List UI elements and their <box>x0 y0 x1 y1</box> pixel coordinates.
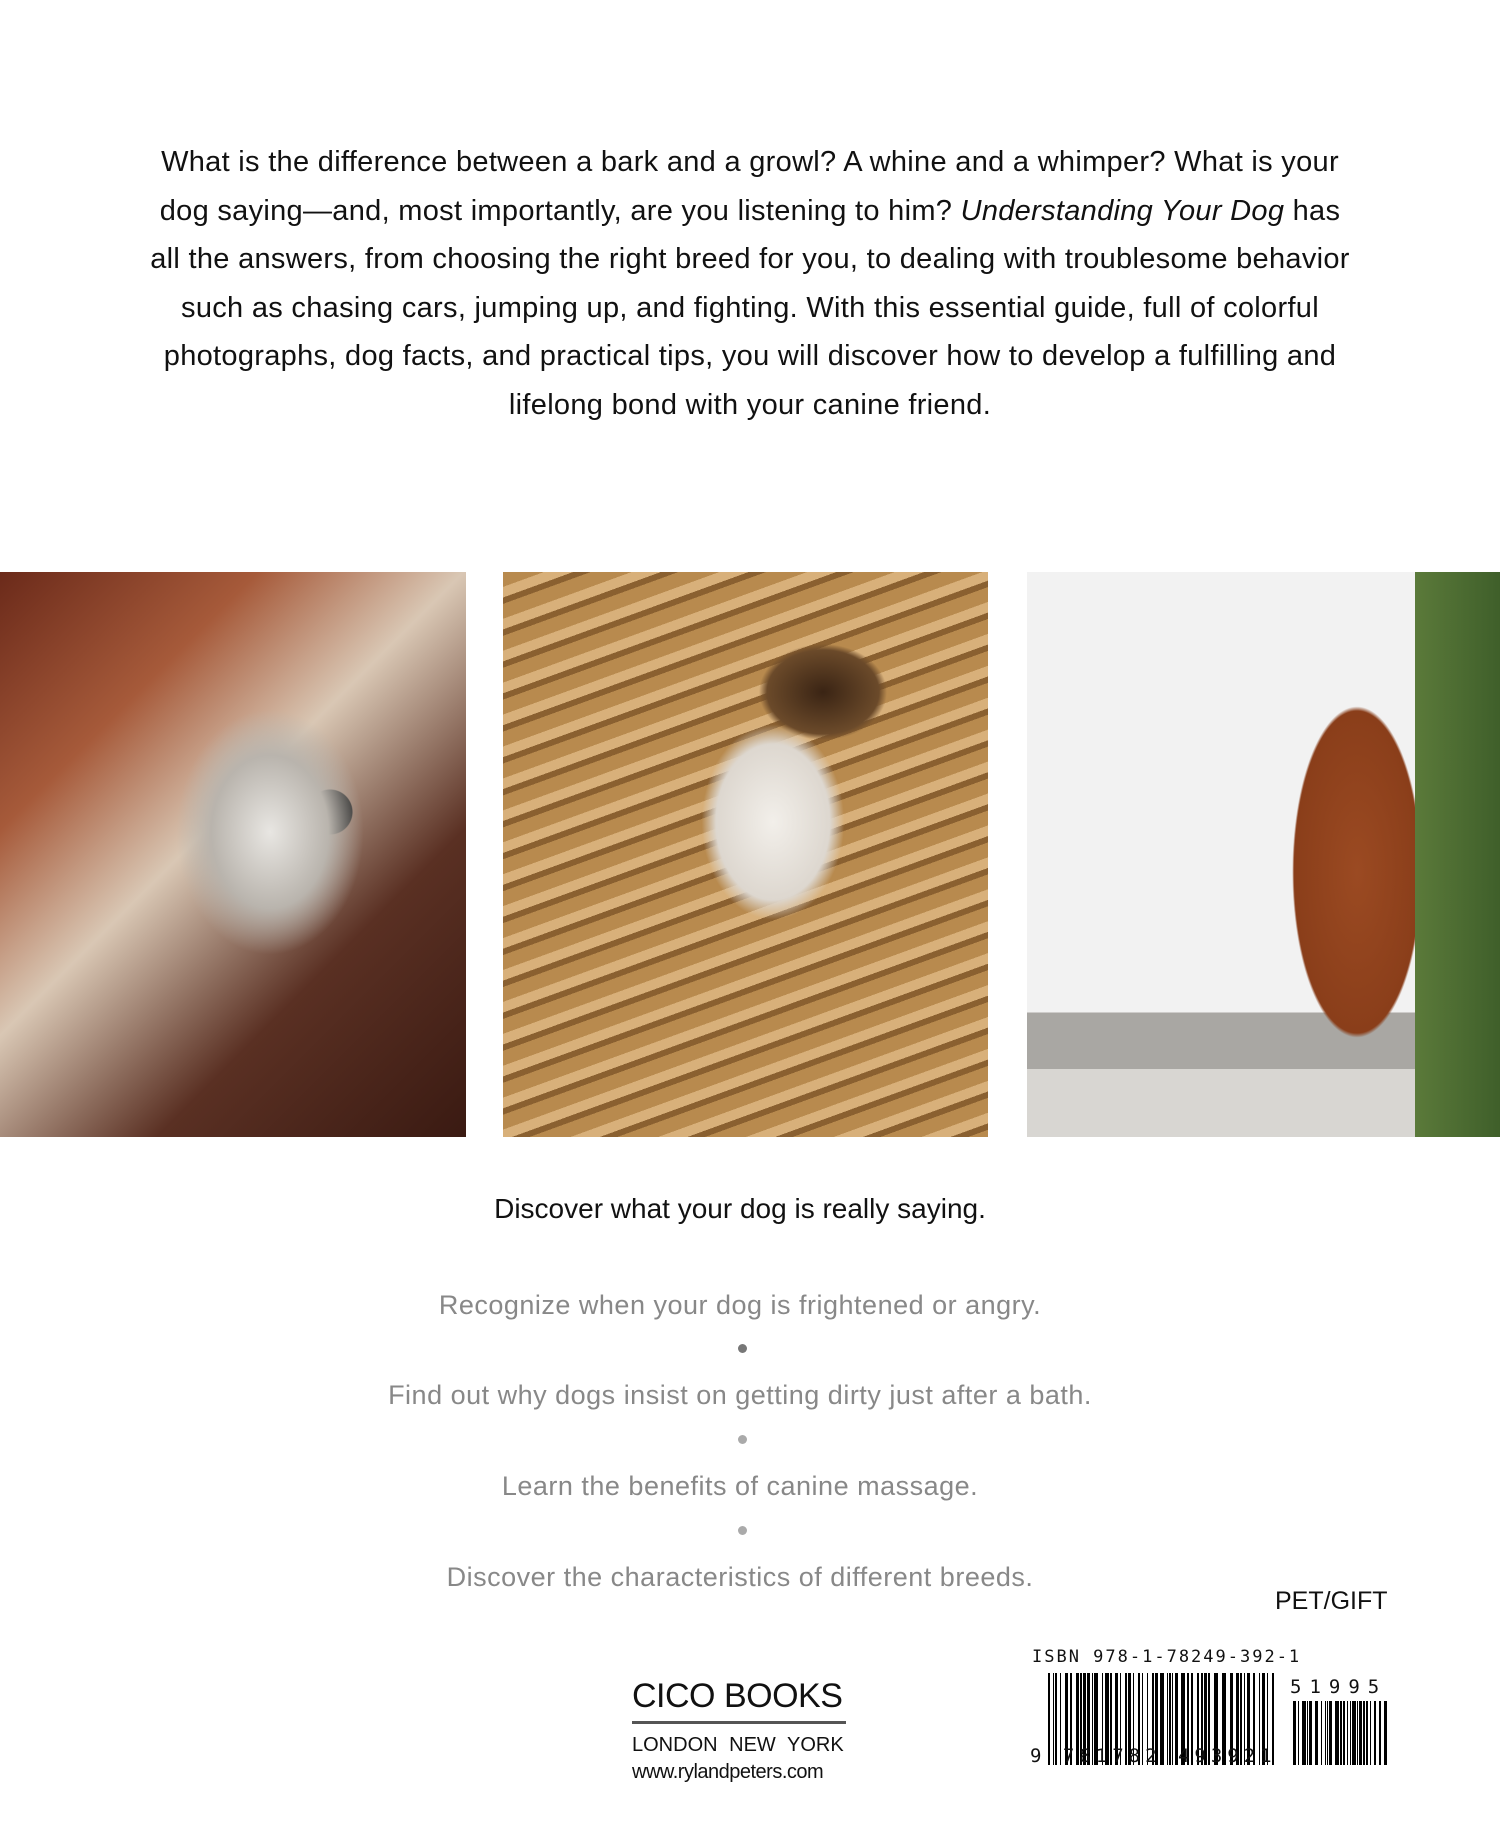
barcode-bar <box>1352 1701 1356 1765</box>
barcode-bar <box>1370 1701 1371 1765</box>
logo-rule <box>632 1721 846 1724</box>
barcode-bar <box>1357 1701 1358 1765</box>
back-cover-blurb <box>150 138 1350 429</box>
price-code: 51995 <box>1290 1676 1388 1698</box>
barcode-bar <box>1374 1701 1376 1765</box>
blurb-text: has all the answers, from choosing the right breed for you, to dealing with troublesome behavior such as chasing cars, jumping up, and fighting. With this essential guide, full of colorful photographs, dog facts, and practical tips, you will discover how to develop a fulfilling and lifelong bond with your canine friend. <box>150 194 1350 421</box>
publisher-url: www.rylandpeters.com <box>632 1761 824 1783</box>
photo-jack-russell-in-basket <box>503 572 988 1137</box>
isbn-text: ISBN 978-1-78249-392-1 <box>1032 1647 1302 1667</box>
bullet-dot <box>738 1344 747 1353</box>
barcode-bar <box>1315 1701 1318 1765</box>
barcode-bar <box>1379 1701 1381 1765</box>
photo-grey-terrier <box>0 572 466 1137</box>
barcode-bar <box>1302 1701 1306 1765</box>
bullet-item: Learn the benefits of canine massage. <box>501 1471 979 1501</box>
barcode-bar <box>1350 1701 1351 1765</box>
barcode-digits: 9 781782 493921 <box>1030 1745 1277 1767</box>
tagline: Discover what your dog is really saying. <box>494 1193 986 1224</box>
barcode-bar <box>1309 1701 1312 1765</box>
barcode-bar <box>1366 1701 1368 1765</box>
bullet-dot <box>738 1526 747 1535</box>
barcode-bar <box>1325 1701 1326 1765</box>
publisher-cities: LONDON NEW YORK <box>632 1734 844 1756</box>
barcode-bar <box>1340 1701 1342 1765</box>
barcode-bar <box>1307 1701 1308 1765</box>
bullet-dot <box>738 1435 747 1444</box>
bullet-item: Discover the characteristics of different breeds. <box>446 1562 1034 1592</box>
barcode-bar <box>1329 1701 1332 1765</box>
book-title: Understanding Your Dog <box>960 194 1285 227</box>
publisher-logo <box>632 1677 846 1786</box>
barcode-bar <box>1363 1701 1365 1765</box>
blurb-text: What is the difference between a bark and a growl? A whine and a whimper? What is your dog saying—and, most importantly, are you listening to him? <box>159 146 1339 227</box>
barcode-bar <box>1343 1701 1345 1765</box>
category-label: PET/GIFT <box>1275 1587 1388 1615</box>
barcode-bar <box>1335 1701 1339 1765</box>
barcode-bar <box>1327 1701 1328 1765</box>
barcode-bar <box>1384 1701 1387 1765</box>
barcode-bar <box>1359 1701 1362 1765</box>
publisher-name: CICO BOOKS <box>632 1677 843 1715</box>
bullet-item: Find out why dogs insist on getting dirty just after a bath. <box>388 1380 1092 1410</box>
barcode-bar <box>1321 1701 1322 1765</box>
barcode-bar <box>1298 1701 1299 1765</box>
barcode-bar <box>1293 1701 1296 1765</box>
photo-vizsla-standing <box>1027 572 1500 1137</box>
barcode-bar <box>1347 1701 1348 1765</box>
bullet-item: Recognize when your dog is frightened or angry. <box>438 1290 1042 1320</box>
